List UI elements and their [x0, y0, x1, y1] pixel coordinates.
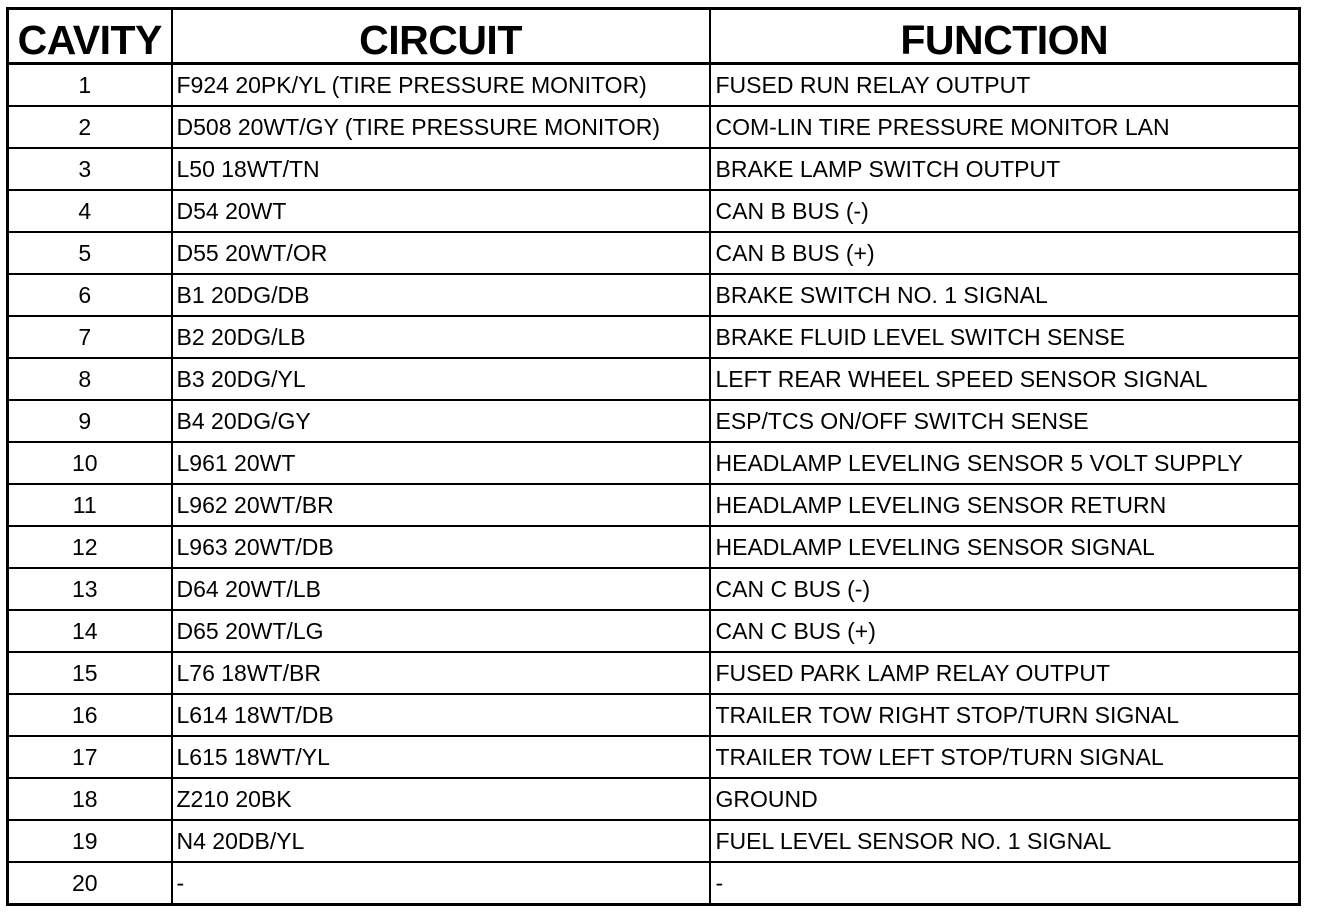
function-cell: BRAKE SWITCH NO. 1 SIGNAL	[710, 274, 1300, 316]
function-cell: FUSED RUN RELAY OUTPUT	[710, 64, 1300, 107]
table-row	[8, 820, 1300, 862]
table-row	[8, 526, 1300, 568]
table-row	[8, 568, 1300, 610]
table-row	[8, 190, 1300, 232]
circuit-cell: B3 20DG/YL	[172, 358, 710, 400]
function-cell: LEFT REAR WHEEL SPEED SENSOR SIGNAL	[710, 358, 1300, 400]
table-row	[8, 274, 1300, 316]
function-cell: BRAKE LAMP SWITCH OUTPUT	[710, 148, 1300, 190]
circuit-cell: F924 20PK/YL (TIRE PRESSURE MONITOR)	[172, 64, 710, 107]
cavity-cell: 15	[8, 652, 172, 694]
table-body	[8, 64, 1300, 905]
table-row	[8, 64, 1300, 107]
circuit-cell: D55 20WT/OR	[172, 232, 710, 274]
function-cell: GROUND	[710, 778, 1300, 820]
table-row	[8, 148, 1300, 190]
cavity-cell: 20	[8, 862, 172, 905]
cavity-cell: 14	[8, 610, 172, 652]
table-row	[8, 736, 1300, 778]
header-function: FUNCTION	[710, 9, 1300, 64]
header-row	[8, 9, 1300, 64]
circuit-cell: D508 20WT/GY (TIRE PRESSURE MONITOR)	[172, 106, 710, 148]
table-row	[8, 442, 1300, 484]
function-cell: HEADLAMP LEVELING SENSOR 5 VOLT SUPPLY	[710, 442, 1300, 484]
table-row	[8, 484, 1300, 526]
function-cell: CAN B BUS (+)	[710, 232, 1300, 274]
cavity-cell: 17	[8, 736, 172, 778]
function-cell: CAN C BUS (+)	[710, 610, 1300, 652]
cavity-cell: 11	[8, 484, 172, 526]
cavity-cell: 6	[8, 274, 172, 316]
circuit-cell: B1 20DG/DB	[172, 274, 710, 316]
table-row	[8, 862, 1300, 905]
function-cell: CAN B BUS (-)	[710, 190, 1300, 232]
circuit-cell: D54 20WT	[172, 190, 710, 232]
cavity-cell: 7	[8, 316, 172, 358]
circuit-cell: Z210 20BK	[172, 778, 710, 820]
cavity-cell: 19	[8, 820, 172, 862]
circuit-cell: N4 20DB/YL	[172, 820, 710, 862]
circuit-cell: D65 20WT/LG	[172, 610, 710, 652]
cavity-cell: 10	[8, 442, 172, 484]
circuit-cell: L615 18WT/YL	[172, 736, 710, 778]
table-row	[8, 232, 1300, 274]
circuit-cell: L50 18WT/TN	[172, 148, 710, 190]
cavity-cell: 2	[8, 106, 172, 148]
table-row	[8, 778, 1300, 820]
circuit-cell: -	[172, 862, 710, 905]
circuit-cell: L76 18WT/BR	[172, 652, 710, 694]
circuit-cell: L961 20WT	[172, 442, 710, 484]
cavity-cell: 9	[8, 400, 172, 442]
function-cell: CAN C BUS (-)	[710, 568, 1300, 610]
cavity-cell: 13	[8, 568, 172, 610]
header-circuit: CIRCUIT	[172, 9, 710, 64]
table-row	[8, 106, 1300, 148]
cavity-cell: 1	[8, 64, 172, 107]
table-row	[8, 610, 1300, 652]
cavity-cell: 16	[8, 694, 172, 736]
function-cell: COM-LIN TIRE PRESSURE MONITOR LAN	[710, 106, 1300, 148]
circuit-cell: L614 18WT/DB	[172, 694, 710, 736]
function-cell: FUSED PARK LAMP RELAY OUTPUT	[710, 652, 1300, 694]
table-row	[8, 316, 1300, 358]
table-row	[8, 694, 1300, 736]
circuit-cell: B4 20DG/GY	[172, 400, 710, 442]
function-cell: TRAILER TOW LEFT STOP/TURN SIGNAL	[710, 736, 1300, 778]
cavity-cell: 4	[8, 190, 172, 232]
circuit-cell: B2 20DG/LB	[172, 316, 710, 358]
circuit-cell: D64 20WT/LB	[172, 568, 710, 610]
function-cell: HEADLAMP LEVELING SENSOR SIGNAL	[710, 526, 1300, 568]
connector-pinout-table	[6, 7, 1301, 906]
circuit-cell: L962 20WT/BR	[172, 484, 710, 526]
cavity-cell: 3	[8, 148, 172, 190]
function-cell: HEADLAMP LEVELING SENSOR RETURN	[710, 484, 1300, 526]
function-cell: FUEL LEVEL SENSOR NO. 1 SIGNAL	[710, 820, 1300, 862]
table-row	[8, 358, 1300, 400]
cavity-cell: 8	[8, 358, 172, 400]
circuit-cell: L963 20WT/DB	[172, 526, 710, 568]
function-cell: -	[710, 862, 1300, 905]
function-cell: TRAILER TOW RIGHT STOP/TURN SIGNAL	[710, 694, 1300, 736]
table-row	[8, 400, 1300, 442]
table-row	[8, 652, 1300, 694]
header-cavity: CAVITY	[8, 9, 172, 64]
function-cell: ESP/TCS ON/OFF SWITCH SENSE	[710, 400, 1300, 442]
cavity-cell: 5	[8, 232, 172, 274]
cavity-cell: 12	[8, 526, 172, 568]
cavity-cell: 18	[8, 778, 172, 820]
function-cell: BRAKE FLUID LEVEL SWITCH SENSE	[710, 316, 1300, 358]
